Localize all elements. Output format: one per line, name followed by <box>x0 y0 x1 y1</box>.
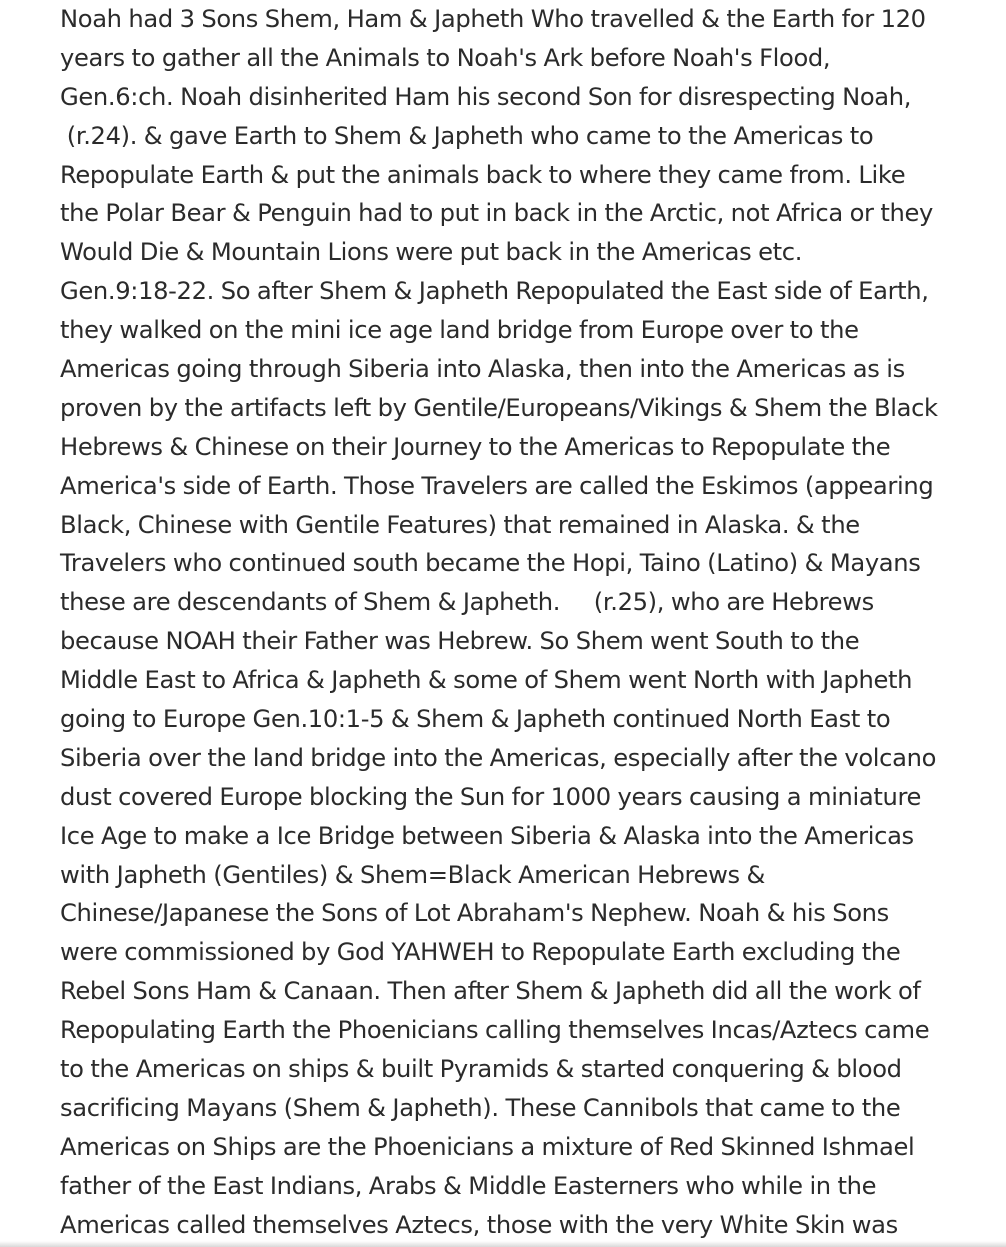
text-line: were commissioned by God YAHWEH to Repopulate Earth excluding the <box>60 938 901 967</box>
text-line: years to gather all the Animals to Noah's Ark before Noah's Flood, <box>60 43 831 72</box>
text-line: Black, Chinese with Gentile Features) that remained in Alaska. & the <box>60 510 860 539</box>
text-line: they walked on the mini ice age land bridge from Europe over to the <box>60 316 859 345</box>
text-line: sacrificing Mayans (Shem & Japheth). These Cannibols that came to the <box>60 1093 901 1122</box>
text-line: Gen.9:18-22. So after Shem & Japheth Repopulated the East side of Earth, <box>60 277 929 306</box>
text-line: Repopulating Earth the Phoenicians calling themselves Incas/Aztecs came <box>60 1016 930 1045</box>
text-line: the Polar Bear & Penguin had to put in back in the Arctic, not Africa or they <box>60 199 933 228</box>
text-line: these are descendants of Shem & Japheth. (r.25), who are Hebrews <box>60 588 874 617</box>
text-line: (r.24). & gave Earth to Shem & Japheth who came to the Americas to <box>60 121 874 150</box>
text-line: Noah had 3 Sons Shem, Ham & Japheth Who travelled & the Earth for 120 <box>60 5 926 33</box>
text-line: proven by the artifacts left by Gentile/Europeans/Vikings & Shem the Black <box>60 393 938 422</box>
bottom-edge-shadow <box>0 1241 1006 1247</box>
text-line: Middle East to Africa & Japheth & some of Shem went North with Japheth <box>60 666 913 695</box>
text-line: dust covered Europe blocking the Sun for 1000 years causing a miniature <box>60 782 922 811</box>
text-line: Americas going through Siberia into Alaska, then into the Americas as is <box>60 355 905 384</box>
text-line: with Japheth (Gentiles) & Shem=Black American Hebrews & <box>60 860 766 889</box>
text-line: to the Americas on ships & built Pyramids & started conquering & blood <box>60 1055 902 1084</box>
text-line: Travelers who continued south became the Hopi, Taino (Latino) & Mayans <box>60 549 921 578</box>
text-line: Americas called themselves Aztecs, those with the very White Skin was <box>60 1210 898 1239</box>
text-line: going to Europe Gen.10:1-5 & Shem & Japheth continued North East to <box>60 705 891 734</box>
text-line: Rebel Sons Ham & Canaan. Then after Shem & Japheth did all the work of <box>60 977 921 1006</box>
body-text <box>60 0 1006 1245</box>
text-line: Hebrews & Chinese on their Journey to the Americas to Repopulate the <box>60 432 891 461</box>
text-line: Americas on Ships are the Phoenicians a mixture of Red Skinned Ishmael <box>60 1132 915 1161</box>
text-line: Would Die & Mountain Lions were put back in the Americas etc. <box>60 238 803 267</box>
text-line: Repopulate Earth & put the animals back to where they came from. Like <box>60 160 906 189</box>
text-line: Siberia over the land bridge into the Americas, especially after the volcano <box>60 743 937 772</box>
text-line: Chinese/Japanese the Sons of Lot Abraham's Nephew. Noah & his Sons <box>60 899 889 928</box>
text-line: Gen.6:ch. Noah disinherited Ham his second Son for disrespecting Noah, <box>60 82 912 111</box>
text-line: Ice Age to make a Ice Bridge between Siberia & Alaska into the Americas <box>60 821 914 850</box>
text-line: father of the East Indians, Arabs & Middle Easterners who while in the <box>60 1171 877 1200</box>
text-line: America's side of Earth. Those Travelers are called the Eskimos (appearing <box>60 471 934 500</box>
text-line: because NOAH their Father was Hebrew. So Shem went South to the <box>60 627 860 656</box>
